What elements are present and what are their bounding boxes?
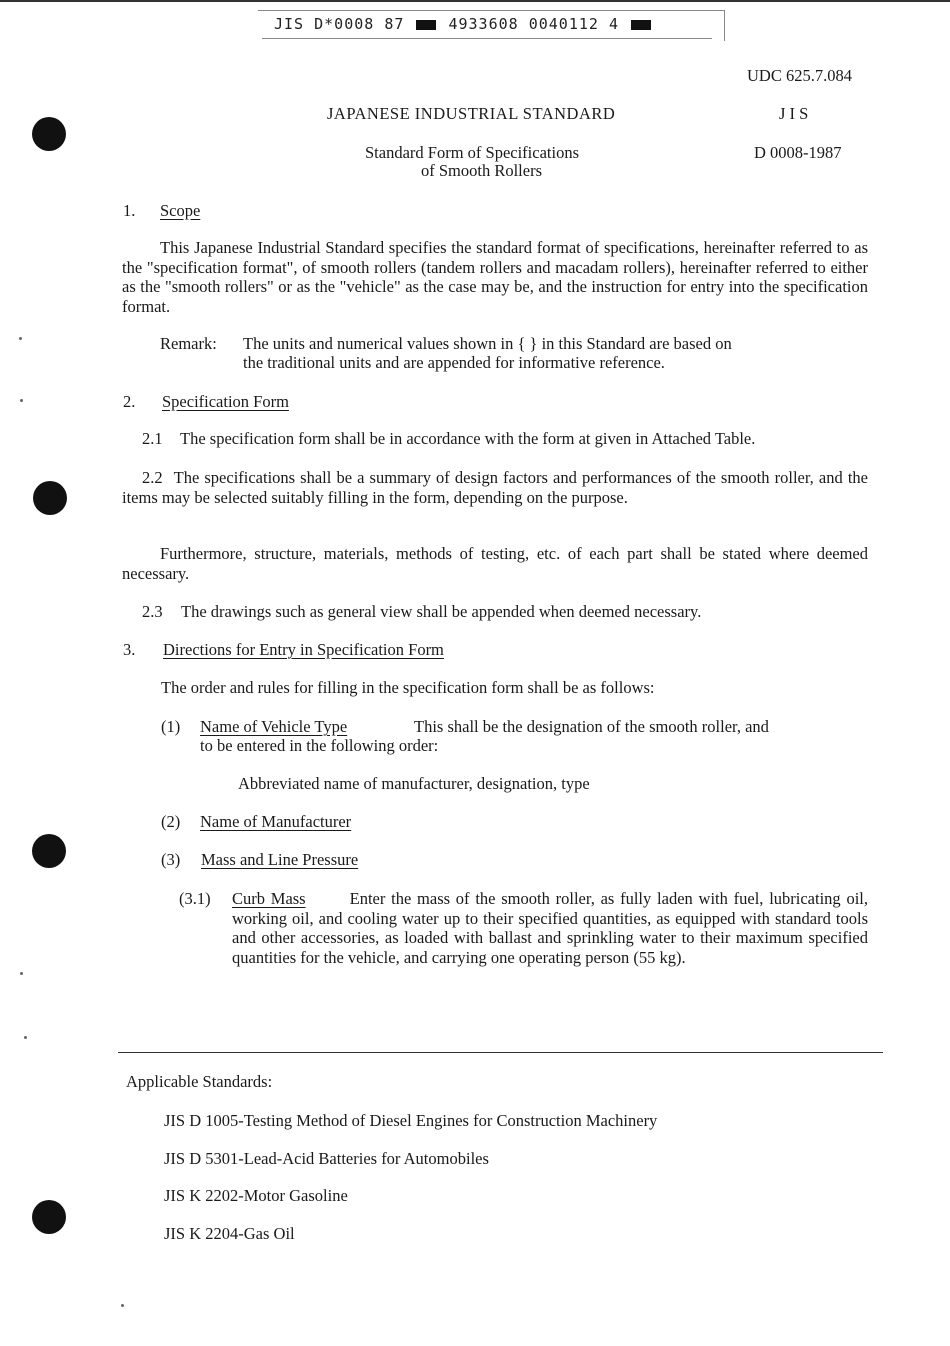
section-2-number: 2. [123, 392, 136, 411]
subtitle-line-2: of Smooth Rollers [421, 161, 543, 180]
punch-hole [32, 1200, 66, 1234]
remark-line-2: the traditional units and are appended for informative reference. [243, 353, 665, 372]
section-3-number: 3. [123, 640, 136, 659]
clause-2-2-continuation: Furthermore, structure, materials, methods of testing, etc. of each part shall be stated where deemed necessary. [122, 544, 868, 583]
remark-line-1: The units and numerical values shown in { } in this Standard are based on [243, 334, 732, 353]
section-3-heading: Directions for Entry in Specification Form [163, 640, 444, 659]
item-1-number: (1) [161, 717, 181, 736]
clause-2-1-number: 2.1 [142, 429, 163, 448]
punch-hole [32, 834, 66, 868]
item-3-1-heading: Curb Mass [232, 889, 306, 908]
applicable-standard-item: JIS D 1005-Testing Method of Diesel Engines for Construction Machinery [164, 1111, 658, 1130]
top-border-line [0, 0, 950, 2]
section-1-heading: Scope [160, 201, 201, 220]
item-3-heading: Mass and Line Pressure [201, 850, 359, 869]
barcode-underline [262, 38, 712, 39]
section-3-intro: The order and rules for filling in the specification form shall be as follows: [161, 678, 655, 697]
item-2-number: (2) [161, 812, 181, 831]
item-3-1-text: Enter the mass of the smooth roller, as fully laden with fuel, lubricating oil, working oil, and cooling water up to their specified quantities, as equipped with standard tools and other accessories, as loaded with ballast and sprinkling water to their maximum specified quantities for the vehicle, and carrying one operating person (55 kg). [232, 889, 868, 967]
scope-paragraph: This Japanese Industrial Standard specifies the standard format of specifications, hereinafter referred to as the "specification format", of smooth rollers (tandem rollers and macadam rollers), hereinafter referred to either as the "smooth rollers" or as the "vehicle" as the case may be, and the instruction for entry into the specification format. [122, 238, 868, 316]
clause-2-1-text: The specification form shall be in accordance with the form at given in Attached Table. [180, 429, 756, 448]
item-2-heading: Name of Manufacturer [200, 812, 352, 831]
scan-speck [121, 1304, 124, 1307]
clause-2-2-text: The specifications shall be a summary of design factors and performances of the smooth roller, and the items may be selected suitably filling in the form, depending on the purpose. [122, 468, 868, 507]
barcode-left-text: JIS D*0008 87 [274, 15, 405, 33]
standard-number: D 0008-1987 [754, 143, 842, 162]
remark-label: Remark: [160, 334, 217, 353]
clause-2-2-number: 2.2 [142, 468, 163, 487]
item-3-1-number: (3.1) [179, 889, 211, 908]
item-3-1-paragraph [232, 889, 868, 967]
subtitle-line-1: Standard Form of Specifications [365, 143, 580, 162]
udc-number: UDC 625.7.084 [747, 66, 852, 85]
scan-speck [19, 337, 22, 340]
barcode-block [631, 20, 651, 30]
item-1-example: Abbreviated name of manufacturer, designation, type [238, 774, 590, 793]
applicable-standard-item: JIS D 5301-Lead-Acid Batteries for Automobiles [164, 1149, 489, 1168]
clause-2-3-text: The drawings such as general view shall be appended when deemed necessary. [181, 602, 702, 621]
clause-2-3-number: 2.3 [142, 602, 163, 621]
item-1-text-line-1: This shall be the designation of the smooth roller, and [414, 717, 769, 736]
section-1-number: 1. [123, 201, 136, 220]
punch-hole [33, 481, 67, 515]
applicable-standards-heading: Applicable Standards: [126, 1072, 273, 1091]
scan-speck [20, 399, 23, 402]
document-title: JAPANESE INDUSTRIAL STANDARD [327, 104, 616, 123]
barcode-block [416, 20, 436, 30]
item-3-number: (3) [161, 850, 181, 869]
footer-divider [118, 1052, 883, 1053]
scan-speck [20, 972, 23, 975]
section-2-heading: Specification Form [162, 392, 289, 411]
scan-speck [24, 1036, 27, 1039]
clause-2-2 [122, 468, 868, 507]
item-1-heading: Name of Vehicle Type [200, 717, 348, 736]
jis-mark: J I S [779, 104, 809, 123]
item-1-text-line-2: to be entered in the following order: [200, 736, 439, 755]
barcode-right-text: 4933608 0040112 4 [448, 15, 619, 33]
applicable-standard-item: JIS K 2204-Gas Oil [164, 1224, 295, 1243]
applicable-standard-item: JIS K 2202-Motor Gasoline [164, 1186, 348, 1205]
punch-hole [32, 117, 66, 151]
barcode-strip [274, 15, 653, 33]
